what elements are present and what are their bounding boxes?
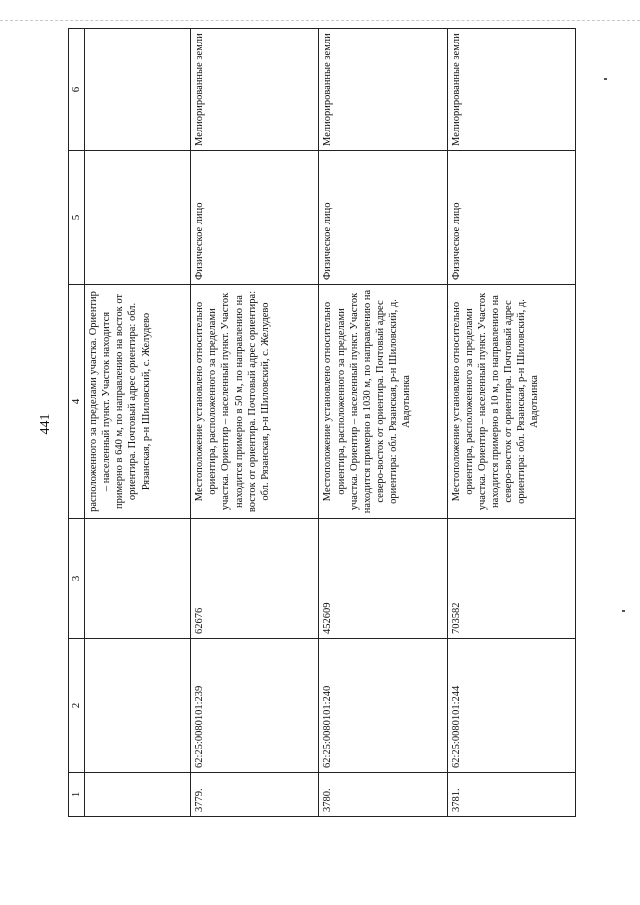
owner-cell: Физическое лицо	[191, 151, 319, 285]
land-parcels-table	[68, 28, 576, 817]
cadastral-number-cell: 62:25:0080101:240	[319, 639, 447, 773]
area-cell: 62676	[191, 519, 319, 639]
location-description-cell: Местоположение установлено относительно ориентира, расположенного за пределами участка. Ориентир – населенный пункт. Участок находится примерно в 1030 м, по направлению на северо-восток от ориентира. Почтовый адрес ориентира: обл. Рязанская, р-н Шиловский, д. Авдотьинка	[319, 285, 447, 519]
owner-cell: Физическое лицо	[319, 151, 447, 285]
area-cell: 452609	[319, 519, 447, 639]
header-col-6: 6	[69, 29, 85, 151]
table-row	[319, 29, 447, 817]
row-number-cell: 3780.	[319, 773, 447, 817]
area-cell: 703582	[447, 519, 575, 639]
header-col-1: 1	[69, 773, 85, 817]
row-number-cell	[85, 773, 191, 817]
parcels-table-frame	[68, 29, 576, 817]
rotated-table-wrapper	[68, 29, 576, 817]
header-row	[69, 29, 85, 817]
location-description-cell: Местоположение установлено относительно ориентира, расположенного за пределами участка. Ориентир – населенный пункт. Участок находится примерно в 50 м, по направлению на восток от ориентира. Почтовый адрес ориентира: обл. Рязанская, р-н Шиловский, с. Желудево	[191, 285, 319, 519]
cadastral-number-cell: 62:25:0080101:244	[447, 639, 575, 773]
header-col-4: 4	[69, 285, 85, 519]
owner-cell: Физическое лицо	[447, 151, 575, 285]
cadastral-number-cell	[85, 639, 191, 773]
header-col-3: 3	[69, 519, 85, 639]
scan-edge-line	[0, 20, 640, 21]
row-number-cell: 3781.	[447, 773, 575, 817]
land-type-cell: Мелиорированные земли	[319, 29, 447, 151]
location-description-cell: расположенного за пределами участка. Ориентир – населенный пункт. Участок находится примерно в 640 м, по направлению на восток от ориентира. Почтовый адрес ориентира: обл. Рязанская, р-н Шиловский, с. Желудево	[85, 285, 191, 519]
table-row-continuation	[85, 29, 191, 817]
land-type-cell: Мелиорированные земли	[447, 29, 575, 151]
location-description-cell: Местоположение установлено относительно ориентира, расположенного за пределами участка. Ориентир – населенный пункт. Участок находится примерно в 10 м, по направлению на северо-восток от ориентира. Почтовый адрес ориентира: обл. Рязанская, р-н Шиловский, д. Авдотьинка	[447, 285, 575, 519]
land-type-cell: Мелиорированные земли	[191, 29, 319, 151]
cadastral-number-cell: 62:25:0080101:239	[191, 639, 319, 773]
land-type-cell	[85, 29, 191, 151]
area-cell	[85, 519, 191, 639]
scan-speck	[622, 610, 625, 612]
header-col-2: 2	[69, 639, 85, 773]
header-col-5: 5	[69, 151, 85, 285]
row-number-cell: 3779.	[191, 773, 319, 817]
scan-speck	[604, 78, 607, 80]
page-number: 441	[38, 413, 53, 435]
owner-cell	[85, 151, 191, 285]
table-row	[191, 29, 319, 817]
table-row	[447, 29, 575, 817]
